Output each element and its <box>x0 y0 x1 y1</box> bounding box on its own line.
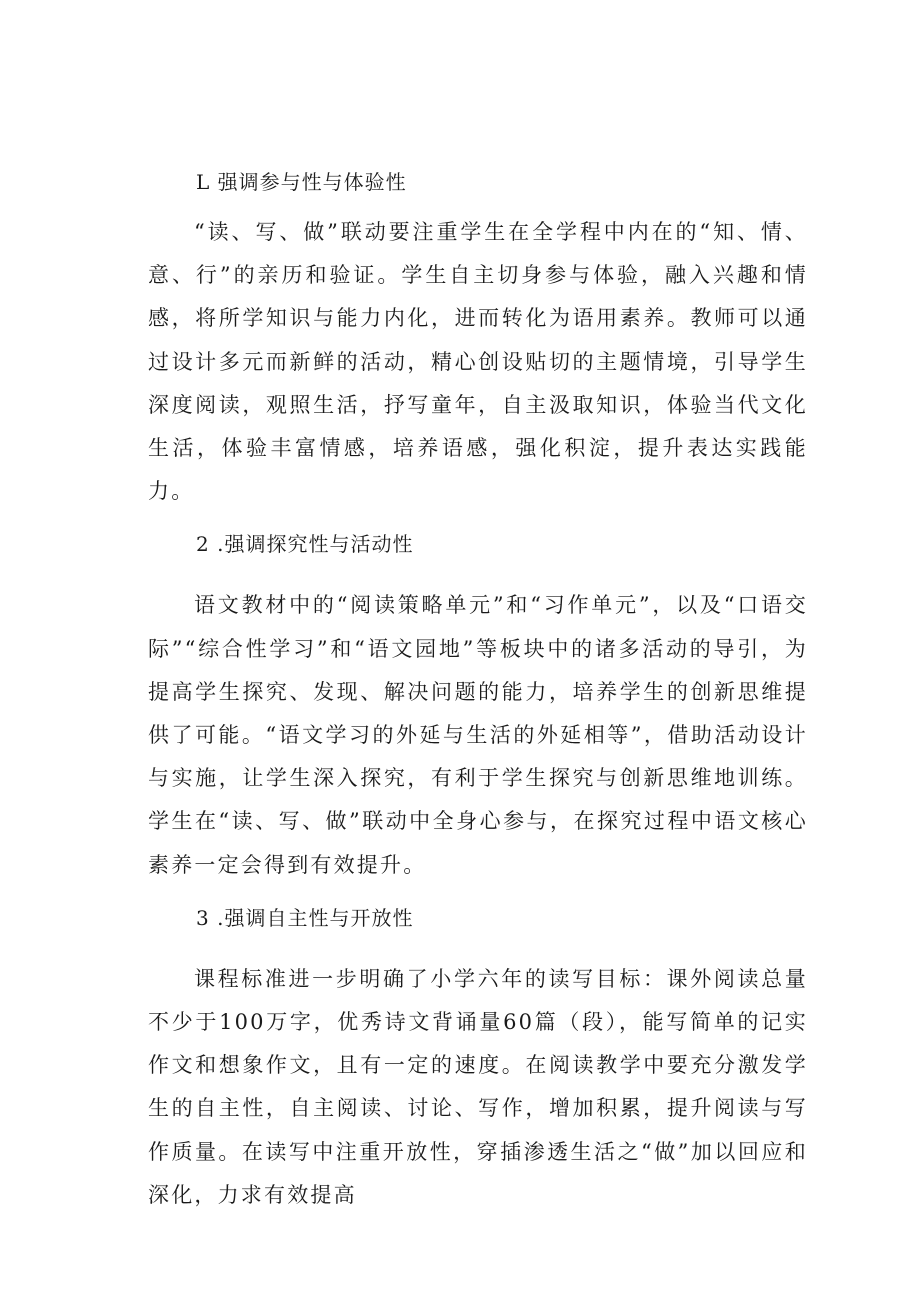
section-heading-2: 2 .强调探究性与活动性 <box>196 532 414 557</box>
section-paragraph-3: 课程标准进一步明确了小学六年的读写目标：课外阅读总量不少于100万字，优秀诗文背诵量60篇（段），能写简单的记实作文和想象作文，且有一定的速度。在阅读教学中要充分激发学生的自主性，自主阅读、讨论、写作，增加积累，提升阅读与写作质量。在读写中注重开放性，穿插渗透生活之“做”加以回应和深化，力求有效提高 <box>148 966 808 1207</box>
document-body <box>148 160 808 1217</box>
section-heading-3: 3 .强调自主性与开放性 <box>196 905 414 930</box>
section-paragraph-1: “读、写、做”联动要注重学生在全学程中内在的“知、情、意、行”的亲历和验证。学生自主切身参与体验，融入兴趣和情感，将所学知识与能力内化，进而转化为语用素养。教师可以通过设计多元而新鲜的活动，精心创设贴切的主题情境，引导学生深度阅读，观照生活，抒写童年，自主汲取知识，体验当代文化生活，体验丰富情感，培养语感，强化积淀，提升表达实践能力。 <box>148 220 808 504</box>
section-heading-1: L 强调参与性与体验性 <box>196 170 407 194</box>
section-paragraph-2: 语文教材中的“阅读策略单元”和“习作单元”，以及“口语交际”“综合性学习”和“语文园地”等板块中的诸多活动的导引，为提高学生探究、发现、解决问题的能力，培养学生的创新思维提供了可能。“语文学习的外延与生活的外延相等”，借助活动设计与实施，让学生深入探究，有利于学生探究与创新思维地训练。学生在“读、写、做”联动中全身心参与，在探究过程中语文核心素养一定会得到有效提升。 <box>148 593 808 877</box>
